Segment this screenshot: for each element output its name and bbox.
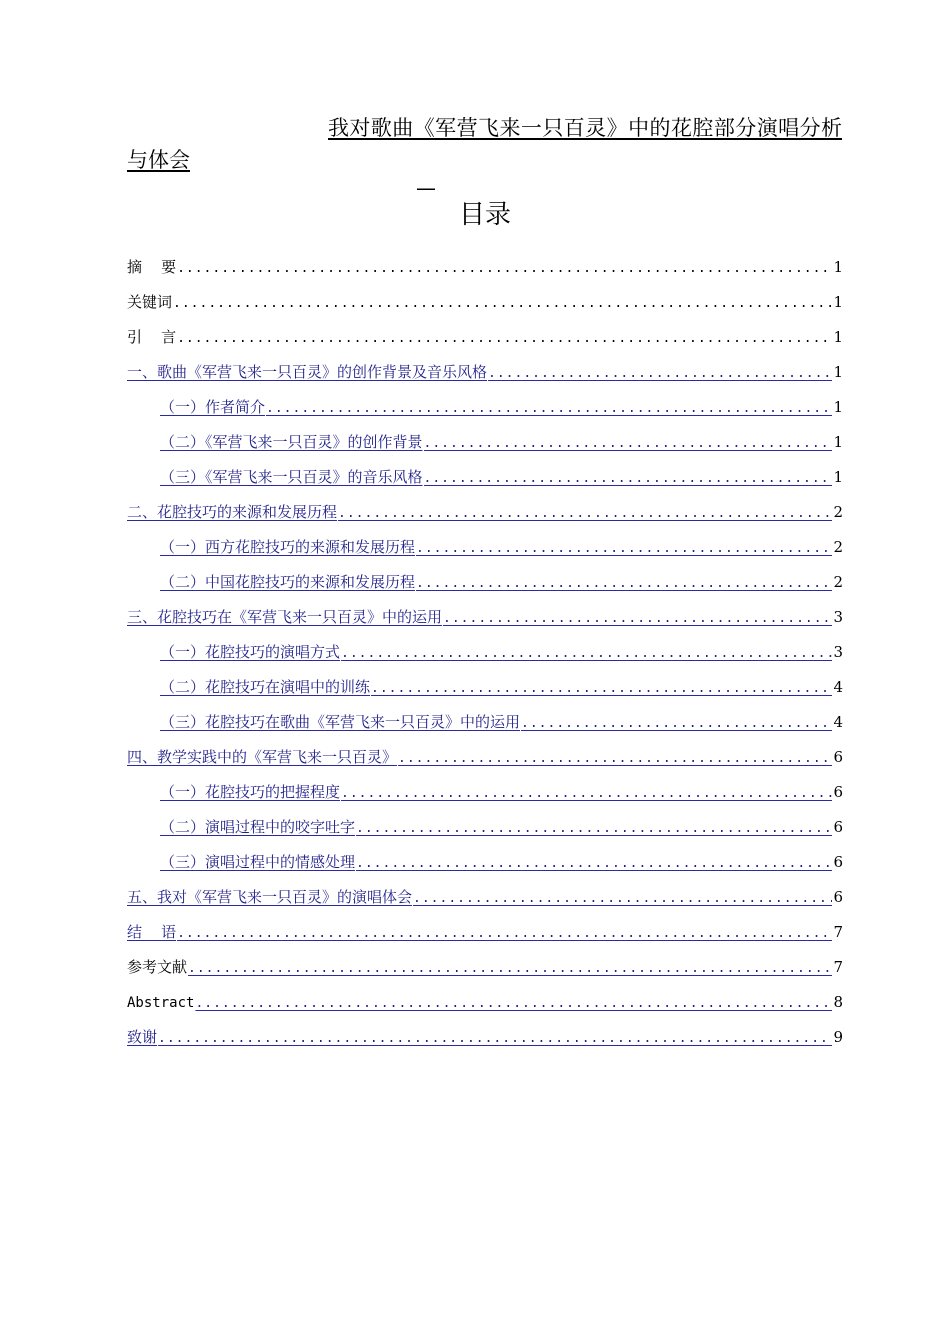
toc-dot-leader	[443, 607, 832, 631]
toc-page-number: 2	[833, 503, 843, 521]
toc-page-number: 4	[833, 678, 843, 696]
toc-entry-chapter-3[interactable]	[127, 605, 843, 640]
toc-dot-leader	[371, 677, 832, 701]
toc-entry-keywords[interactable]	[127, 290, 843, 325]
toc-page-number: 6	[833, 888, 843, 906]
toc-page-number: 6	[833, 748, 843, 766]
toc-entry-label: 摘 要	[127, 258, 177, 276]
toc-entry-label: 二、花腔技巧的来源和发展历程	[127, 503, 338, 521]
toc-dot-leader	[173, 292, 832, 316]
toc-entry-label: Abstract	[127, 995, 195, 1011]
toc-page-number: 7	[833, 923, 843, 941]
toc-dot-leader	[416, 572, 832, 596]
toc-dot-leader	[424, 467, 833, 491]
toc-entry-introduction[interactable]	[127, 325, 843, 360]
toc-entry-label: 参考文献	[127, 958, 188, 976]
toc-page-number: 4	[833, 713, 843, 731]
toc-page-number: 9	[833, 1028, 843, 1046]
toc-dot-leader	[413, 887, 832, 911]
toc-page-number: 1	[833, 433, 843, 451]
toc-entry-4-2[interactable]	[127, 815, 843, 850]
toc-entry-label: （二）演唱过程中的咬字吐字	[160, 818, 356, 836]
toc-entry-label: （二）花腔技巧在演唱中的训练	[160, 678, 371, 696]
toc-entry-chapter-4[interactable]	[127, 745, 843, 780]
toc-page-number: 3	[833, 608, 843, 626]
toc-page-number: 1	[833, 258, 843, 276]
title-dash: —	[416, 176, 436, 200]
toc-entry-label: （二）《军营飞来一只百灵》的创作背景	[160, 433, 423, 451]
toc-page-number: 1	[833, 363, 843, 381]
toc-page-number: 1	[833, 468, 843, 486]
toc-page-number: 2	[833, 538, 843, 556]
toc-page-number: 3	[833, 643, 843, 661]
toc-entry-label: （一）西方花腔技巧的来源和发展历程	[160, 538, 416, 556]
toc-entry-references[interactable]	[127, 955, 843, 990]
toc-page-number: 1	[833, 328, 843, 346]
toc-dot-leader	[521, 712, 832, 736]
toc-page-number: 6	[833, 853, 843, 871]
toc-entry-2-2[interactable]	[127, 570, 843, 605]
toc-page-number: 1	[833, 398, 843, 416]
toc-dot-leader	[177, 922, 832, 946]
toc-entry-label: （一）作者简介	[160, 398, 266, 416]
toc-entry-4-3[interactable]	[127, 850, 843, 885]
toc-dot-leader	[341, 642, 832, 666]
toc-entry-conclusion[interactable]	[127, 920, 843, 955]
toc-dot-leader	[266, 397, 832, 421]
toc-page-number: 6	[833, 818, 843, 836]
toc-entry-4-1[interactable]	[127, 780, 843, 815]
document-title-text: 我对歌曲《军营飞来一只百灵》中的花腔部分演唱分析与体会	[127, 116, 842, 172]
toc-entry-2-1[interactable]	[127, 535, 843, 570]
toc-entry-label: 三、花腔技巧在《军营飞来一只百灵》中的运用	[127, 608, 443, 626]
toc-dot-leader	[195, 992, 832, 1016]
table-of-contents	[127, 255, 843, 1060]
toc-dot-leader	[177, 327, 832, 351]
toc-entry-abstract-cn[interactable]	[127, 255, 843, 290]
toc-entry-label: （三）演唱过程中的情感处理	[160, 853, 356, 871]
toc-entry-1-3[interactable]	[127, 465, 843, 500]
toc-dot-leader	[356, 817, 832, 841]
toc-dot-leader	[158, 1027, 832, 1051]
toc-entry-label: （三）花腔技巧在歌曲《军营飞来一只百灵》中的运用	[160, 713, 521, 731]
toc-dot-leader	[188, 957, 832, 981]
toc-dot-leader	[356, 852, 832, 876]
toc-entry-3-1[interactable]	[127, 640, 843, 675]
toc-entry-label: 引 言	[127, 328, 177, 346]
toc-dot-leader	[398, 747, 832, 771]
document-title	[127, 112, 842, 176]
toc-dot-leader	[341, 782, 832, 806]
toc-page-number: 6	[833, 783, 843, 801]
toc-entry-label: （一）花腔技巧的把握程度	[160, 783, 341, 801]
toc-page-number: 1	[833, 293, 843, 311]
toc-entry-label: 关键词	[127, 293, 173, 311]
toc-entry-label: 致谢	[127, 1028, 158, 1046]
toc-entry-label: 五、我对《军营飞来一只百灵》的演唱体会	[127, 888, 413, 906]
toc-entry-label: 结 语	[127, 923, 177, 941]
toc-entry-chapter-1[interactable]	[127, 360, 843, 395]
toc-entry-1-1[interactable]	[127, 395, 843, 430]
toc-page-number: 7	[833, 958, 843, 976]
toc-dot-leader	[424, 432, 833, 456]
toc-dot-leader	[488, 362, 832, 386]
toc-heading: 目录	[458, 200, 511, 230]
toc-page-number: 2	[833, 573, 843, 591]
toc-entry-label: （二）中国花腔技巧的来源和发展历程	[160, 573, 416, 591]
toc-dot-leader	[177, 257, 832, 281]
toc-dot-leader	[338, 502, 832, 526]
toc-entry-acknowledgements[interactable]	[127, 1025, 843, 1060]
toc-entry-chapter-2[interactable]	[127, 500, 843, 535]
toc-entry-3-2[interactable]	[127, 675, 843, 710]
toc-entry-1-2[interactable]	[127, 430, 843, 465]
toc-entry-label: （三）《军营飞来一只百灵》的音乐风格	[160, 468, 423, 486]
toc-dot-leader	[416, 537, 832, 561]
toc-page-number: 8	[833, 993, 843, 1011]
toc-entry-abstract-en[interactable]	[127, 990, 843, 1025]
toc-entry-chapter-5[interactable]	[127, 885, 843, 920]
toc-entry-3-3[interactable]	[127, 710, 843, 745]
toc-entry-label: 一、歌曲《军营飞来一只百灵》的创作背景及音乐风格	[127, 363, 488, 381]
toc-entry-label: （一）花腔技巧的演唱方式	[160, 643, 341, 661]
toc-entry-label: 四、教学实践中的《军营飞来一只百灵》	[127, 748, 398, 766]
